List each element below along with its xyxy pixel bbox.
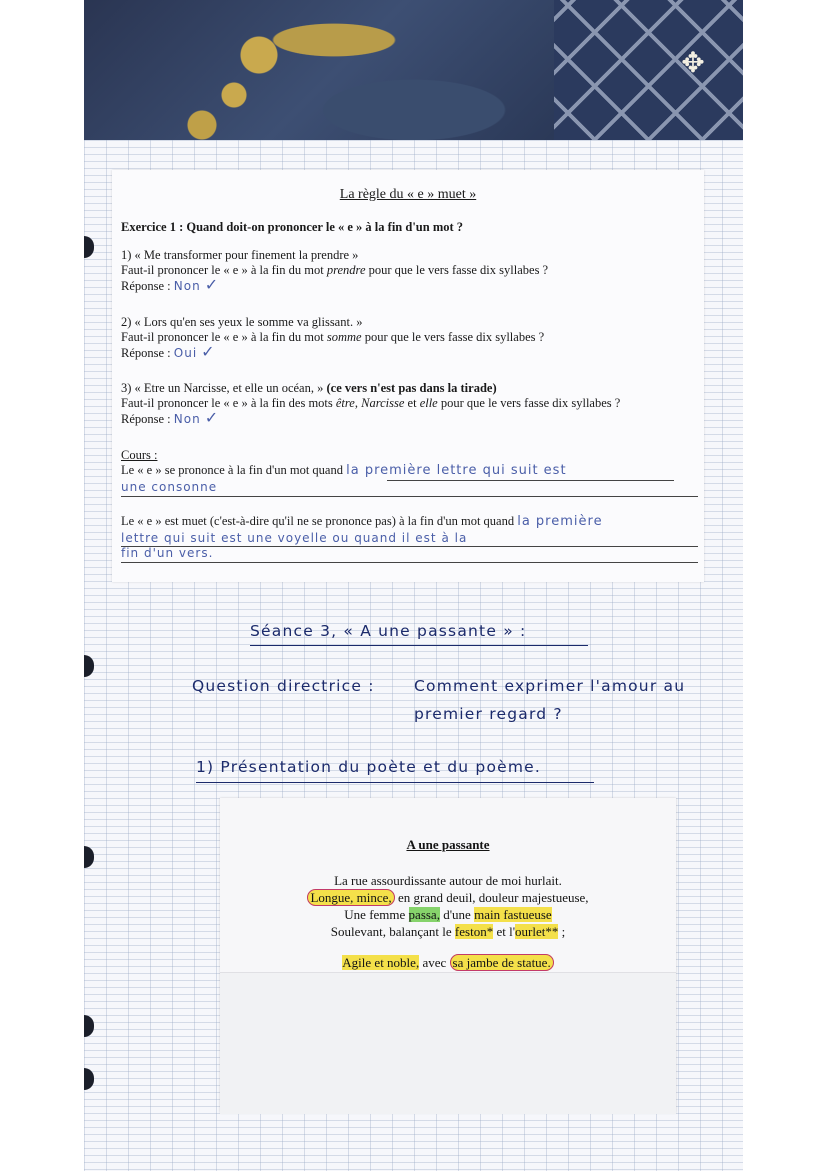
question-2 [121, 315, 701, 361]
rule-1: Le « e » se prononce à la fin d'un mot quand la première lettre qui suit est [121, 463, 567, 478]
rule-2: Le « e » est muet (c'est-à-dire qu'il ne se prononce pas) à la fin d'un mot quand la première lettre qui suit est une voyelle ou quand il est à la fin d'un vers. [121, 514, 701, 561]
highlighted-text: feston* [454, 924, 494, 939]
question-1 [121, 248, 701, 294]
rule-1-continued: une consonne [121, 480, 218, 494]
q2-answer: Réponse : Oui ✓ [121, 344, 215, 361]
worksheet [112, 170, 704, 582]
answer-line [387, 466, 674, 481]
diamond-pattern [554, 0, 743, 150]
question-line-1: Comment exprimer l'amour au [414, 677, 686, 695]
answer-line [121, 532, 698, 547]
poem-line: Agile et noble, avec sa jambe de statue. [220, 954, 676, 971]
poem-title: A une passante [406, 837, 490, 852]
q2-verse: 2) « Lors qu'en ses yeux le somme va glissant. » [121, 315, 363, 329]
circled-text: sa jambe de statue. [450, 954, 554, 971]
underline [250, 645, 588, 646]
question-3 [121, 381, 701, 427]
q1-verse: 1) « Me transformer pour finement la prendre » [121, 248, 359, 262]
checkmark-icon: ✓ [201, 344, 215, 361]
section-heading: 1) Présentation du poète et du poème. [196, 758, 542, 776]
poem-line: Soulevant, balançant le feston* et l'ourlet** ; [330, 924, 566, 939]
q3-verse: 3) « Etre un Narcisse, et elle un océan, » (ce vers n'est pas dans la tirade) [121, 381, 497, 395]
highlighted-text: ourlet** [515, 924, 559, 939]
underline [196, 782, 594, 783]
q2-handwritten-answer: Oui [173, 346, 198, 360]
poem-verses [220, 872, 676, 971]
poem-line: Longue, mince, en grand deuil, douleur majestueuse, [220, 889, 676, 906]
fleur-icon: ✥ [681, 48, 705, 79]
highlighted-text: passa, [408, 907, 440, 922]
session-title: Séance 3, « A une passante » : [250, 622, 527, 640]
poem-line: La rue assourdissante autour de moi hurlait. [334, 873, 562, 888]
checkmark-icon: ✓ [204, 277, 219, 294]
highlighted-text: Agile et noble, [342, 955, 420, 970]
poem-fold-flap [220, 972, 676, 1114]
q3-question: Faut-il prononcer le « e » à la fin des mots être, Narcisse et elle pour que le vers fasse dix syllabes ? [121, 396, 621, 410]
q2-question: Faut-il prononcer le « e » à la fin du mot somme pour que le vers fasse dix syllabes ? [121, 330, 545, 344]
worksheet-title: La règle du « e » muet » [339, 187, 477, 202]
tapestry-pattern [84, 0, 743, 150]
q3-answer: Réponse : Non ✓ [121, 410, 219, 427]
exercise-heading: Exercice 1 : Quand doit-on prononcer le « e » à la fin d'un mot ? [121, 220, 464, 234]
rule-2-end: fin d'un vers. [121, 546, 214, 560]
circled-text: Longue, mince, [307, 889, 394, 906]
q1-question: Faut-il prononcer le « e » à la fin du mot prendre pour que le vers fasse dix syllabes ? [121, 263, 549, 277]
highlighted-text: main fastueuse [474, 907, 552, 922]
answer-line [121, 482, 698, 497]
q1-answer: Réponse : Non ✓ [121, 277, 219, 294]
answer-line [121, 548, 698, 563]
poem-line: Une femme passa, d'une main fastueuse [344, 907, 552, 922]
q3-handwritten-answer: Non [173, 412, 201, 426]
rule-2-continued: lettre qui suit est une voyelle ou quand il est à la [121, 531, 468, 545]
cours-label: Cours : [121, 448, 158, 462]
question-label: Question directrice : [192, 677, 375, 695]
q1-handwritten-answer: Non [173, 279, 201, 293]
checkmark-icon: ✓ [204, 410, 219, 427]
question-line-2: premier regard ? [414, 705, 563, 723]
